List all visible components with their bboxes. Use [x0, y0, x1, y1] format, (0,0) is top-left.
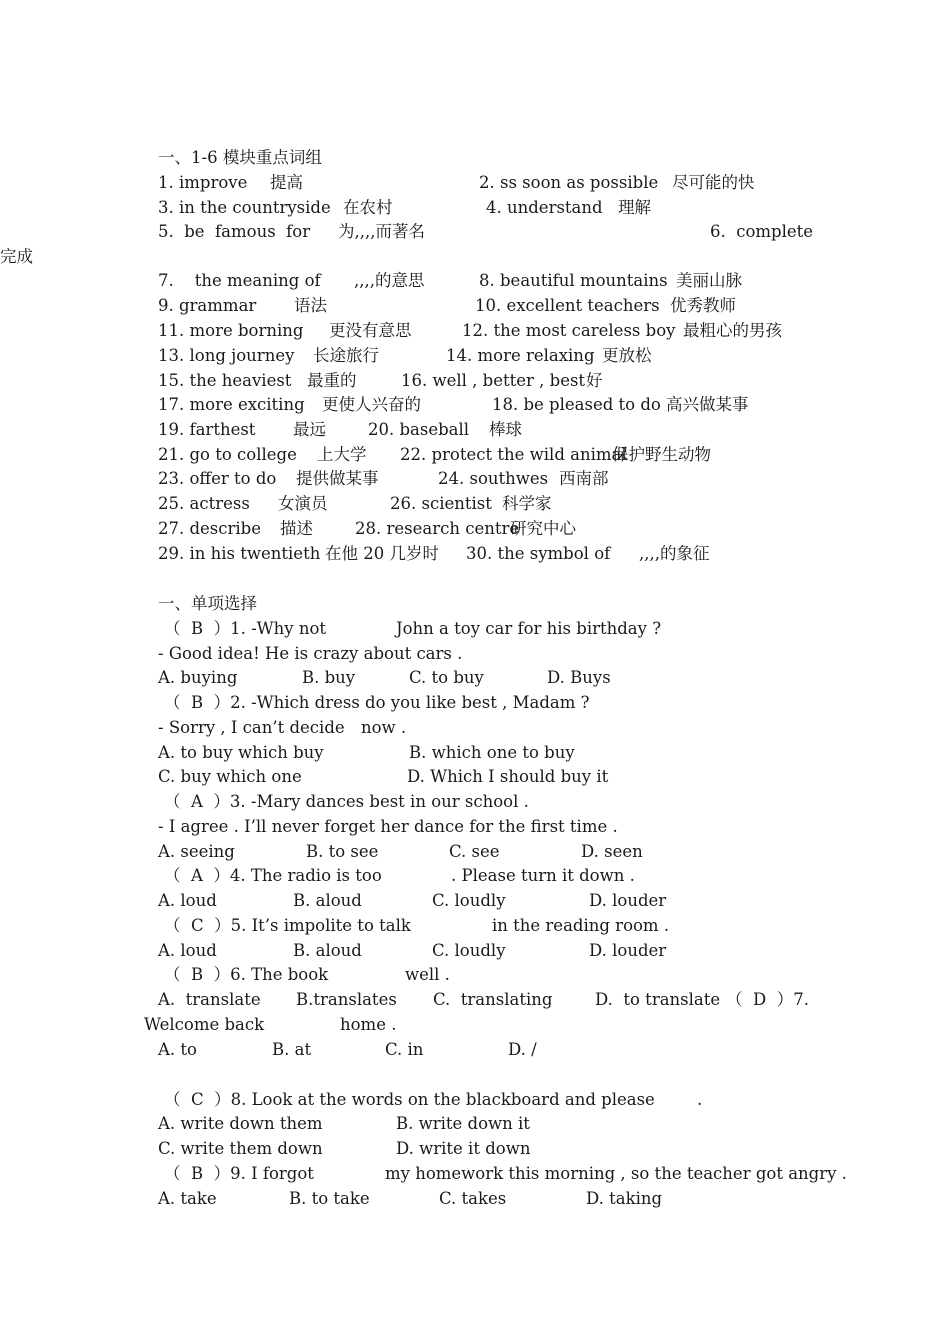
text-segment: 6. complete — [710, 222, 814, 241]
text-segment: B. to see — [306, 842, 379, 861]
text-segment: D. Which I should buy it — [407, 767, 609, 786]
text-segment: B. buy — [302, 668, 356, 687]
text-segment: in the reading room . — [492, 916, 670, 935]
text-segment: 8. beautiful mountains — [479, 271, 668, 290]
text-segment: ,,,,的意思 — [354, 271, 425, 290]
text-segment: 科学家 — [502, 494, 552, 513]
text-segment: 12. the most careless boy — [462, 321, 676, 340]
text-segment: B. which one to buy — [409, 743, 575, 762]
text-segment: D. Buys — [547, 668, 611, 687]
text-segment: 1. improve — [158, 173, 248, 192]
text-segment: B. write down it — [396, 1114, 530, 1133]
text-segment: C. write them down — [158, 1139, 323, 1158]
text-segment: （ B ）6. The book — [164, 965, 329, 984]
text-segment: 5. be famous for — [158, 222, 311, 241]
text-segment: （ A ）3. -Mary dances best in our school . — [164, 792, 529, 811]
text-segment: ,,,,的象征 — [639, 544, 710, 563]
text-segment: 30. the symbol of — [466, 544, 611, 563]
text-segment: （ A ）4. The radio is too — [164, 866, 382, 885]
text-segment: 棒球 — [489, 420, 522, 439]
text-segment: 尽可能的快 — [672, 173, 755, 192]
text-segment: 22. protect the wild animal — [400, 445, 627, 464]
text-segment: 保护野生动物 — [612, 445, 711, 464]
text-segment: A. take — [158, 1189, 217, 1208]
text-segment: D. louder — [589, 891, 667, 910]
text-segment: B. aloud — [293, 941, 362, 960]
text-segment: 最远 — [293, 420, 326, 439]
text-segment: 19. farthest — [158, 420, 256, 439]
text-segment: D. louder — [589, 941, 667, 960]
text-segment: 14. more relaxing — [446, 346, 595, 365]
text-segment: A. write down them — [158, 1114, 323, 1133]
section-heading-choice: 一、单项选择 — [158, 594, 257, 613]
text-segment: C. takes — [439, 1189, 507, 1208]
text-segment: 27. describe — [158, 519, 262, 538]
text-segment: now . — [361, 718, 407, 737]
text-segment: C. loudly — [432, 891, 506, 910]
text-segment: 语法 — [294, 296, 327, 315]
text-segment: 优秀教师 — [670, 296, 736, 315]
text-segment: B. at — [272, 1040, 312, 1059]
text-segment: A. loud — [158, 941, 217, 960]
text-segment: D. / — [508, 1040, 537, 1059]
text-segment: - I agree . I’ll never forget her dance for the first time . — [158, 817, 618, 836]
text-segment: 21. go to college — [158, 445, 297, 464]
text-segment: 最粗心的男孩 — [683, 321, 782, 340]
text-segment: 研究中心 — [510, 519, 576, 538]
text-segment: （ C ）5. It’s impolite to talk — [164, 916, 411, 935]
text-segment: John a toy car for his birthday ? — [396, 619, 662, 638]
text-segment: B. aloud — [293, 891, 362, 910]
text-segment: C. in — [385, 1040, 424, 1059]
text-segment: - Sorry , I can’t decide — [158, 718, 345, 737]
text-segment: 10. excellent teachers — [475, 296, 660, 315]
text-segment: （ B ）2. -Which dress do you like best , Madam ? — [164, 693, 590, 712]
text-segment: C. buy which one — [158, 767, 302, 786]
text-segment: A. seeing — [158, 842, 235, 861]
text-segment: 15. the heaviest — [158, 371, 292, 390]
text-segment: （ D ）7. — [726, 990, 809, 1009]
text-segment: A. to buy which buy — [158, 743, 324, 762]
text-segment: 26. scientist — [390, 494, 492, 513]
text-segment: home . — [340, 1015, 397, 1034]
text-segment: 16. well , better , best — [401, 371, 586, 390]
text-segment: 2. ss soon as possible — [479, 173, 659, 192]
text-segment: 女演员 — [278, 494, 328, 513]
text-segment: 18. be pleased to do — [492, 395, 661, 414]
text-segment: 高兴做某事 — [666, 395, 749, 414]
text-segment: my homework this morning , so the teacher got angry . — [385, 1164, 847, 1183]
text-segment: 西南部 — [559, 469, 609, 488]
text-segment: 7. the meaning of — [158, 271, 321, 290]
text-segment: 描述 — [280, 519, 313, 538]
text-segment: （ C ）8. Look at the words on the blackboard and please — [164, 1090, 655, 1109]
text-segment: 23. offer to do — [158, 469, 277, 488]
text-segment: 最重的 — [307, 371, 357, 390]
text-segment: 完成 — [0, 247, 33, 266]
text-segment: C. translating — [433, 990, 553, 1009]
text-segment: 11. more borning — [158, 321, 304, 340]
text-segment: . Please turn it down . — [451, 866, 635, 885]
text-segment: 28. research centre — [355, 519, 520, 538]
text-segment: D. to translate — [595, 990, 721, 1009]
text-segment: 17. more exciting — [158, 395, 305, 414]
text-segment: D. seen — [581, 842, 643, 861]
text-segment: D. taking — [586, 1189, 663, 1208]
text-segment: B. to take — [289, 1189, 370, 1208]
text-segment: 好 — [586, 371, 603, 390]
text-segment: 4. understand — [486, 198, 603, 217]
text-segment: 更使人兴奋的 — [322, 395, 421, 414]
text-segment: . — [697, 1090, 703, 1109]
text-segment: 上大学 — [317, 445, 367, 464]
text-segment: - Good idea! He is crazy about cars . — [158, 644, 463, 663]
text-segment: 20. baseball — [368, 420, 470, 439]
text-segment: 3. in the countryside — [158, 198, 331, 217]
text-segment: A. buying — [158, 668, 238, 687]
text-segment: 为,,,,而著名 — [338, 222, 425, 241]
text-segment: A. loud — [158, 891, 217, 910]
text-segment: 9. grammar — [158, 296, 257, 315]
text-segment: （ B ）1. -Why not — [164, 619, 327, 638]
text-segment: 长途旅行 — [313, 346, 379, 365]
text-segment: Welcome back — [144, 1015, 265, 1034]
text-segment: C. see — [449, 842, 500, 861]
text-segment: B.translates — [296, 990, 397, 1009]
text-segment: 在他 20 几岁时 — [325, 544, 439, 563]
text-segment: 在农村 — [343, 198, 393, 217]
text-segment: 13. long journey — [158, 346, 295, 365]
text-segment: D. write it down — [396, 1139, 531, 1158]
text-segment: 提高 — [270, 173, 303, 192]
text-segment: （ B ）9. I forgot — [164, 1164, 314, 1183]
text-segment: C. to buy — [409, 668, 484, 687]
text-segment: C. loudly — [432, 941, 506, 960]
text-segment: 理解 — [618, 198, 651, 217]
text-segment: 提供做某事 — [296, 469, 379, 488]
text-segment: 更放松 — [602, 346, 652, 365]
text-segment: well . — [405, 965, 450, 984]
text-segment: 更没有意思 — [329, 321, 412, 340]
text-segment: A. translate — [158, 990, 261, 1009]
text-segment: 29. in his twentieth — [158, 544, 321, 563]
text-segment: A. to — [158, 1040, 197, 1059]
text-segment: 24. southwes — [438, 469, 549, 488]
text-segment: 美丽山脉 — [676, 271, 742, 290]
section-heading-vocab: 一、1-6 模块重点词组 — [158, 148, 322, 167]
text-segment: 25. actress — [158, 494, 250, 513]
